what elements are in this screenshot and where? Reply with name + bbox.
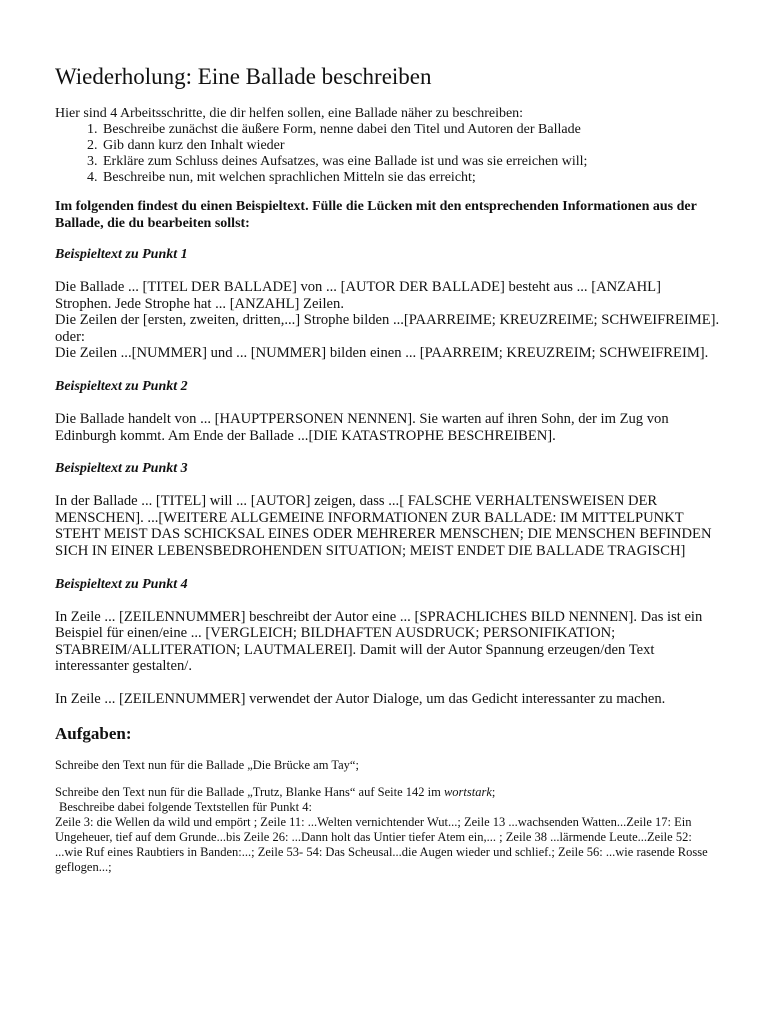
section-1-line-3: oder: <box>55 328 85 345</box>
page-content <box>55 62 720 887</box>
page-title: Wiederholung: Eine Ballade beschreiben <box>55 64 432 89</box>
section-2-heading: Beispieltext zu Punkt 2 <box>55 378 188 394</box>
section-4-text-2: In Zeile ... [ZEILENNUMMER] verwendet der Autor Dialoge, um das Gedicht interessanter zu machen. <box>55 690 666 707</box>
task-1: Schreibe den Text nun für die Ballade „Die Brücke am Tay“; <box>55 757 359 772</box>
section-4-heading: Beispieltext zu Punkt 4 <box>55 576 188 592</box>
section-4-text-1: In Zeile ... [ZEILENNUMMER] beschreibt der Autor eine ... [SPRACHLICHES BILD NENNEN]. Das ist ein Beispiel für einen/eine ... [VERGLEICH; BILDHAFTEN AUSDRUCK; PERSONIFIKATION; STABREIM/ALLITERATION; LAUTMALEREI]. Damit will der Autor Spannung erzeugen/den Text interessanter gestalten/. <box>55 608 703 675</box>
instruction-text: Im folgenden findest du einen Beispieltext. Fülle die Lücken mit den entsprechenden Informationen aus der Ballade, die du bearbeiten sollst: <box>55 199 697 231</box>
intro-text: Hier sind 4 Arbeitsschritte, die dir helfen sollen, eine Ballade näher zu beschreiben: <box>55 106 524 121</box>
list-item: 4. Beschreibe nun, mit welchen sprachlichen Mitteln sie das erreicht; <box>101 170 720 186</box>
list-item: 2. Gib dann kurz den Inhalt wieder <box>101 138 720 154</box>
section-1-heading: Beispieltext zu Punkt 1 <box>55 247 188 262</box>
task-2-text: Schreibe den Text nun für die Ballade „Trutz, Blanke Hans“ auf Seite 142 im <box>55 784 444 799</box>
task-2 <box>55 785 720 800</box>
book-title: wortstark <box>443 784 492 799</box>
list-item: 1. Beschreibe zunächst die äußere Form, nenne dabei den Titel und Autoren der Ballade <box>101 122 720 138</box>
section-3-text: In der Ballade ... [TITEL] will ... [AUTOR] zeigen, dass ...[ FALSCHE VERHALTENSWEISEN DER MENSCHEN]. ...[WEITERE ALLGEMEINE INFORMATIONEN ZUR BALLADE: IM MITTELPUNKT STEHT MEIST DAS SCHICKSAL EINES ODER MEHRERER MENSCHEN; DIE MENSCHEN BEFINDEN SICH IN EINER LEBENSBEDROHENDEN SITUATION; MEIST ENDET DIE BALLADE TRAGISCH] <box>55 493 712 559</box>
steps-list <box>55 122 720 186</box>
task-2-lines: Zeile 3: die Wellen da wild und empört ; Zeile 11: ...Welten vernichtender Wut...; Zeile 13 ...wachsenden Watten...Zeile 17: Ein Ungeheuer, tief auf dem Grunde...bis Zeile 26: ...Dann holt das Untier tiefer Atem ein,... ; Zeile 38 ...lärmende Leute...Zeile 52: ...wie Ruf eines Raubtiers in Banden:...; Zeile 53- 54: Das Scheusal...die Augen wieder und schlief.; Zeile 56: ...wie rasende Rosse geflogen...; <box>55 814 708 874</box>
task-2-end: ; <box>491 784 496 799</box>
list-item: 3. Erkläre zum Schluss deines Aufsatzes, was eine Ballade ist und was sie erreichen will; <box>101 154 720 170</box>
section-1-line-4: Die Zeilen ...[NUMMER] und ... [NUMMER] bilden einen ... [PAARREIM; KREUZREIM; SCHWEIFREIM]. <box>55 345 709 362</box>
section-2-text: Die Ballade handelt von ... [HAUPTPERSONEN NENNEN]. Sie warten auf ihren Sohn, der im Zug von Edinburgh kommt. Am Ende der Ballade ...[DIE KATASTROPHE BESCHREIBEN]. <box>55 410 669 444</box>
task-2-subtitle: Beschreibe dabei folgende Textstellen für Punkt 4: <box>59 799 312 814</box>
section-1-line-1: Die Ballade ... [TITEL DER BALLADE] von ... [AUTOR DER BALLADE] besteht aus ... [ANZAHL] Strophen. Jede Strophe hat ... [ANZAHL] Zeilen. <box>55 279 661 312</box>
section-3-heading: Beispieltext zu Punkt 3 <box>55 461 188 477</box>
section-1-line-2: Die Zeilen der [ersten, zweiten, dritten,...] Strophe bilden ...[PAARREIME; KREUZREIME; SCHWEIFREIME]. <box>55 312 720 329</box>
tasks-heading: Aufgaben: <box>55 723 132 743</box>
